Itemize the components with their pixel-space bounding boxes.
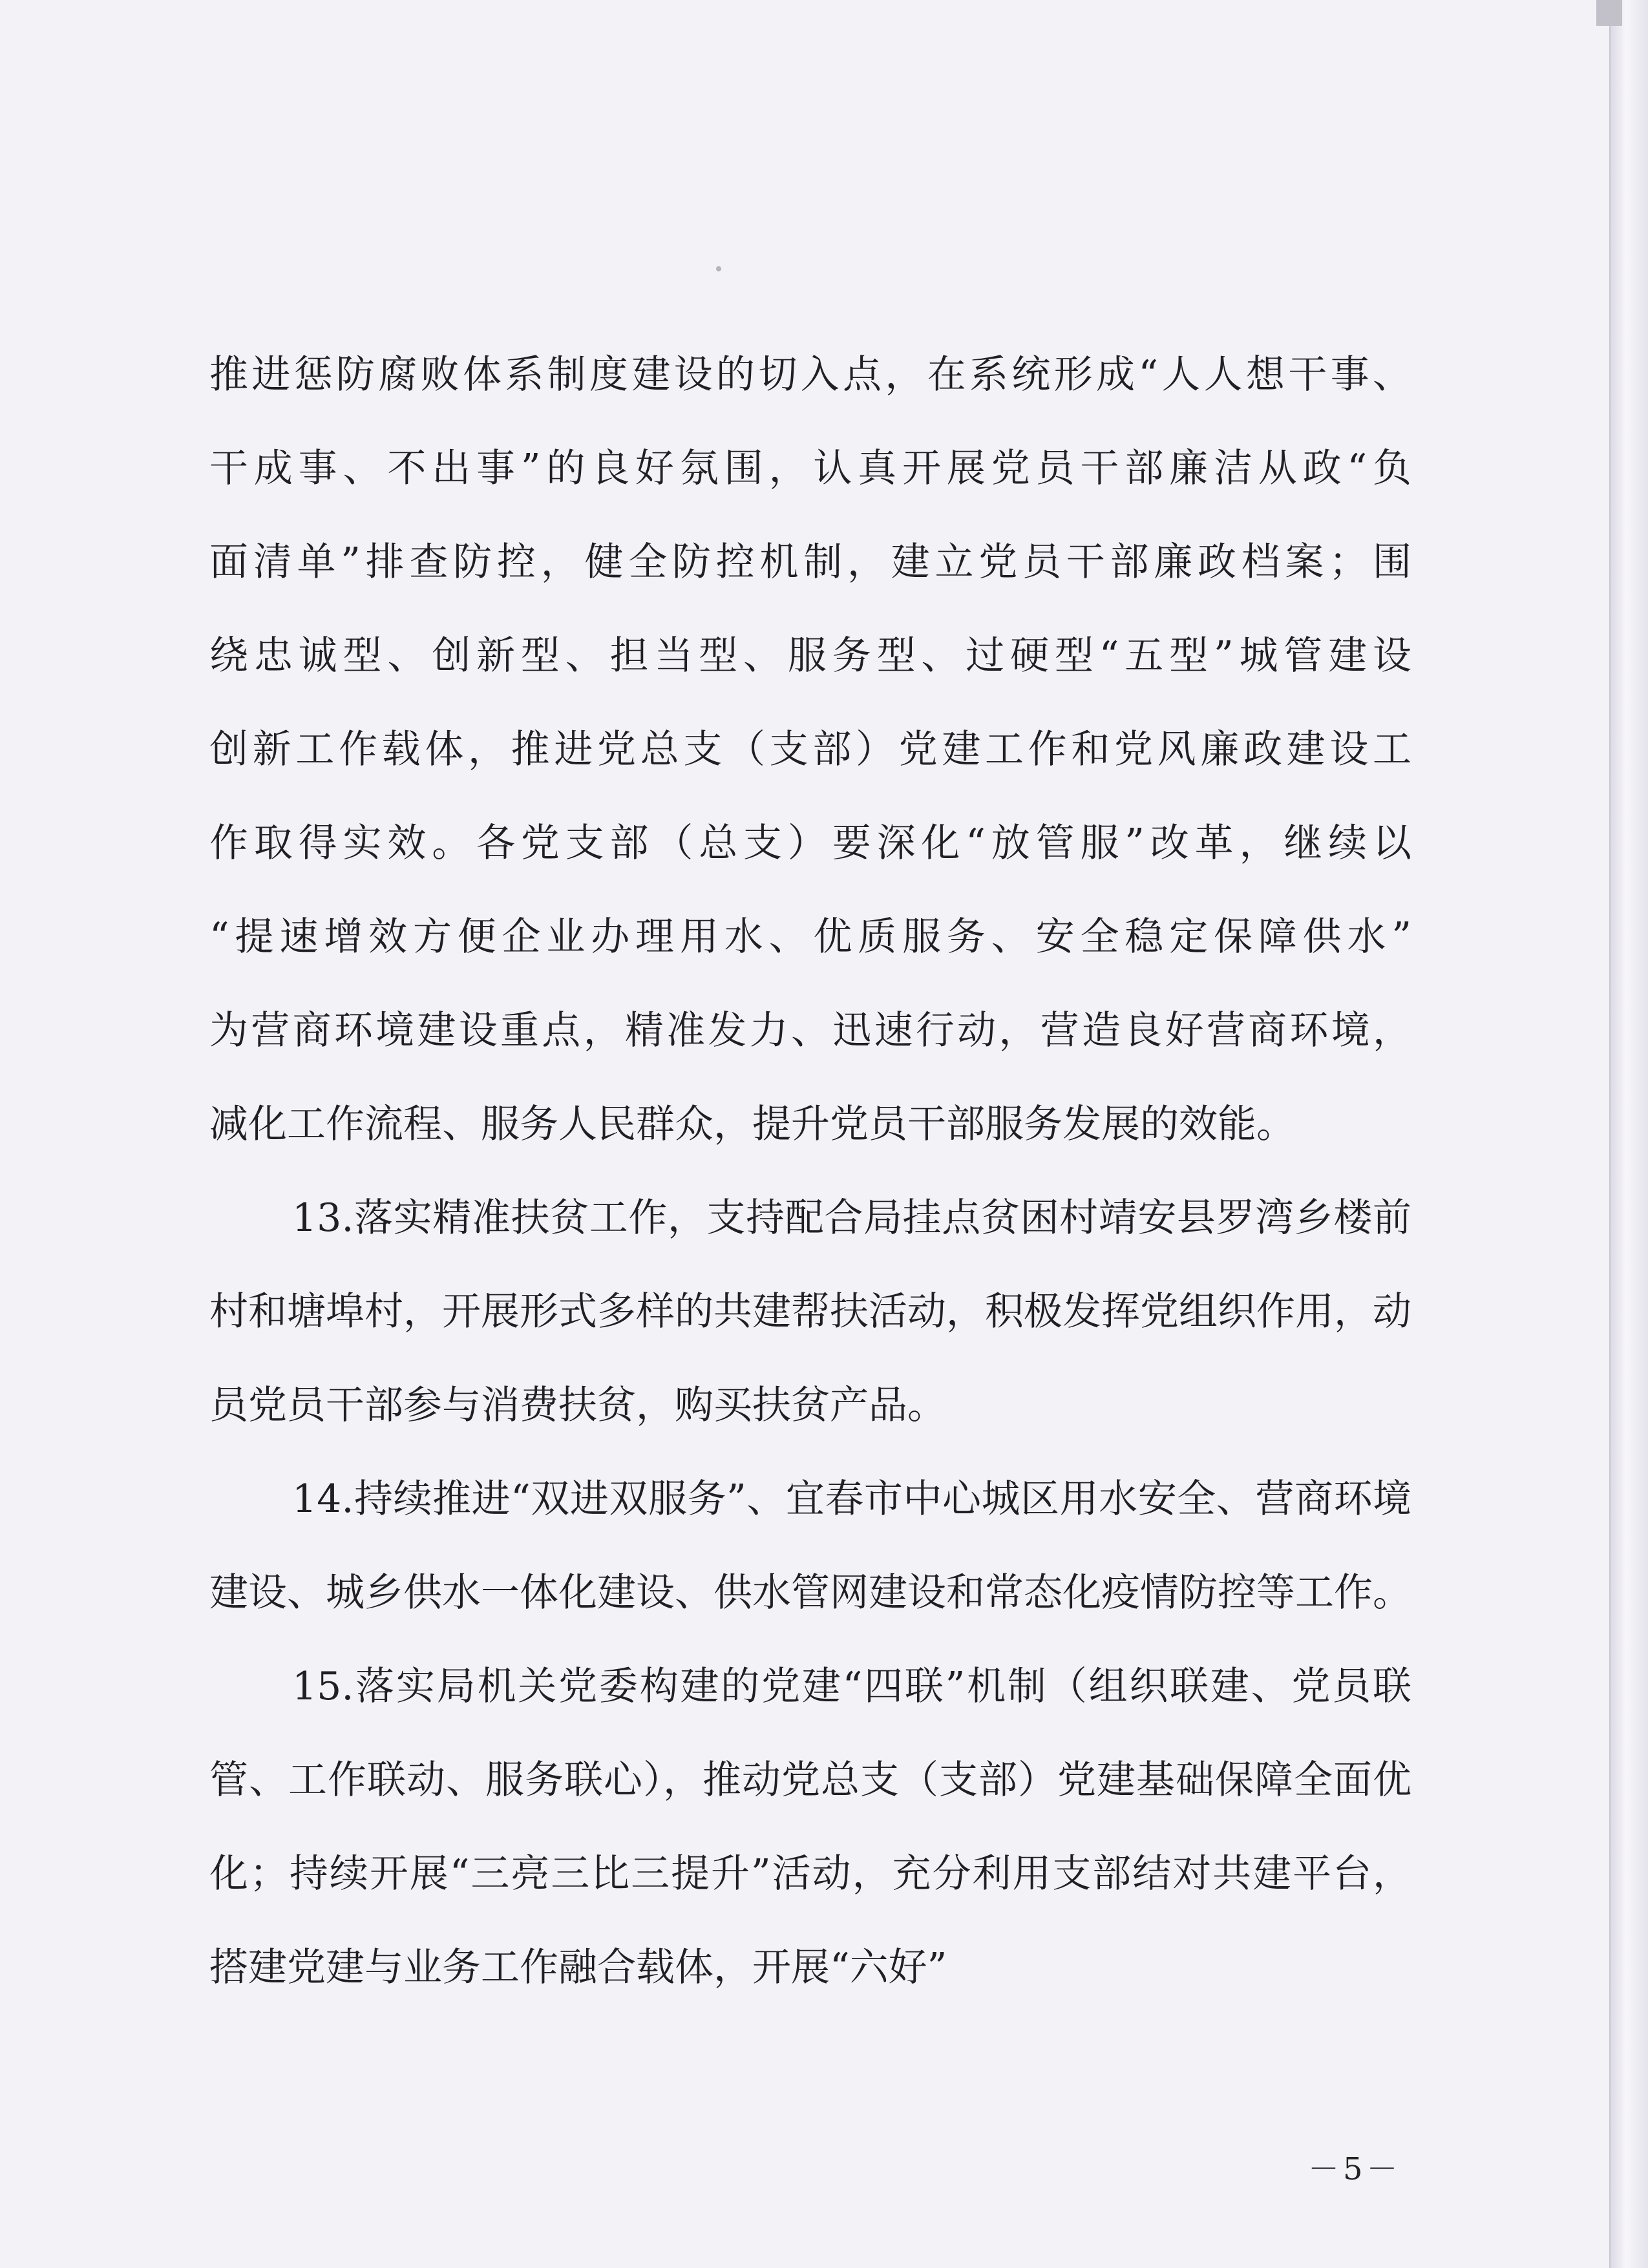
page-edge [1609, 0, 1648, 2268]
paragraph-item-14: 14.持续推进“双进双服务”、宜春市中心城区用水安全、营商环境建设、城乡供水一体化建设、供水管网建设和常态化疫情防控等工作。 [209, 1476, 1411, 1615]
page-number: －5－ [1308, 2151, 1402, 2187]
text-line-9: 减化工作流程、服务人民群众，提升党员干部服务发展的效能。 [209, 1102, 1295, 1147]
scan-corner [1596, 0, 1622, 26]
text-line-5: 创新工作载体，推进党总支（支部）党建工作和党风廉政建设工 [209, 727, 1411, 772]
text-line-6: 作取得实效。各党支部（总支）要深化“放管服”改革，继续以 [209, 821, 1411, 866]
paragraph-item-15: 15.落实局机关党委构建的党建“四联”机制（组织联建、党员联管、工作联动、服务联心），推动党总支（支部）党建基础保障全面优化；持续开展“三亮三比三提升”活动，充分利用支部结对共建平台，搭建党建与业务工作融合载体，开展“六好” [209, 1664, 1411, 1990]
text-line-8: 为营商环境建设重点，精准发力、迅速行动，营造良好营商环境， [209, 1008, 1411, 1053]
text-line-2: 干成事、不出事”的良好氛围，认真开展党员干部廉洁从政“负 [209, 446, 1411, 491]
text-line-3: 面清单”排查防控，健全防控机制，建立党员干部廉政档案；围 [209, 540, 1411, 585]
scan-speck [716, 266, 721, 271]
body-text [209, 328, 1411, 2015]
text-line-7: “提速增效方便企业办理用水、优质服务、安全稳定保障供水” [209, 914, 1411, 960]
text-line-4: 绕忠诚型、创新型、担当型、服务型、过硬型“五型”城管建设 [209, 633, 1411, 678]
paragraph-item-13: 13.落实精准扶贫工作，支持配合局挂点贫困村靖安县罗湾乡楼前村和塘埠村，开展形式多样的共建帮扶活动，积极发挥党组织作用，动员党员干部参与消费扶贫，购买扶贫产品。 [209, 1195, 1411, 1428]
text-line-1: 推进惩防腐败体系制度建设的切入点，在系统形成“人人想干事、 [209, 352, 1411, 397]
